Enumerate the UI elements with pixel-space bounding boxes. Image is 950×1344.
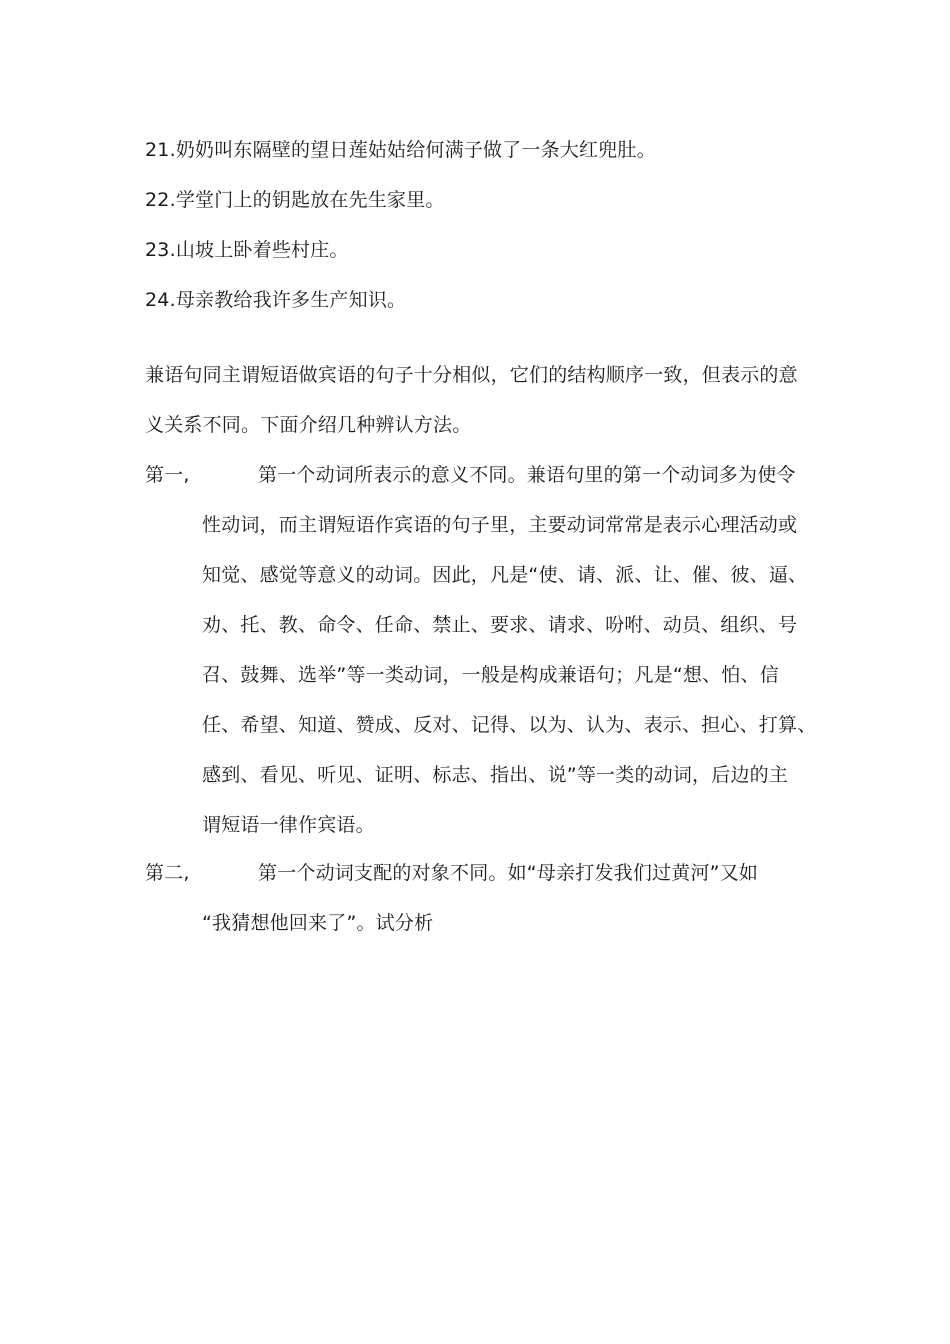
example-sentence-23: 23.山坡上卧着些村庄。 (145, 239, 349, 261)
example-sentence-21: 21.奶奶叫东隔壁的望日莲姑姑给何满子做了一条大红兜肚。 (145, 139, 656, 161)
example-sentence-24: 24.母亲教给我许多生产知识。 (145, 289, 407, 311)
method-2-line-1: 第一个动词支配的对象不同。如“母亲打发我们过黄河”又如 (258, 862, 759, 884)
method-2-line-2: “我猜想他回来了”。试分析 (202, 912, 434, 934)
method-1-line-4: 劝、托、教、命令、任命、禁止、要求、请求、吩咐、动员、组织、号 (202, 614, 798, 636)
method-2-label: 第二, (145, 862, 190, 884)
method-1-line-2: 性动词，而主谓短语作宾语的句子里，主要动词常常是表示心理活动或 (202, 514, 798, 536)
method-1-line-5: 召、鼓舞、选举”等一类动词，一般是构成兼语句；凡是“想、怕、信 (202, 664, 779, 686)
example-sentence-22: 22.学堂门上的钥匙放在先生家里。 (145, 189, 445, 211)
method-1-label: 第一, (145, 464, 190, 486)
method-1-line-8: 谓短语一律作宾语。 (202, 814, 375, 836)
method-1-line-6: 任、希望、知道、赞成、反对、记得、以为、认为、表示、担心、打算、 (202, 714, 817, 736)
method-1-line-1: 第一个动词所表示的意义不同。兼语句里的第一个动词多为使令 (258, 464, 796, 486)
intro-paragraph-line-2: 义关系不同。下面介绍几种辨认方法。 (145, 414, 472, 436)
method-1-line-7: 感到、看见、听见、证明、标志、指出、说”等一类的动词，后边的主 (202, 764, 789, 786)
method-1-line-3: 知觉、感觉等意义的动词。因此，凡是“使、请、派、让、催、彼、逼、 (202, 564, 808, 586)
intro-paragraph-line-1: 兼语句同主谓短语做宾语的句子十分相似，它们的结构顺序一致，但表示的意 (145, 364, 798, 386)
